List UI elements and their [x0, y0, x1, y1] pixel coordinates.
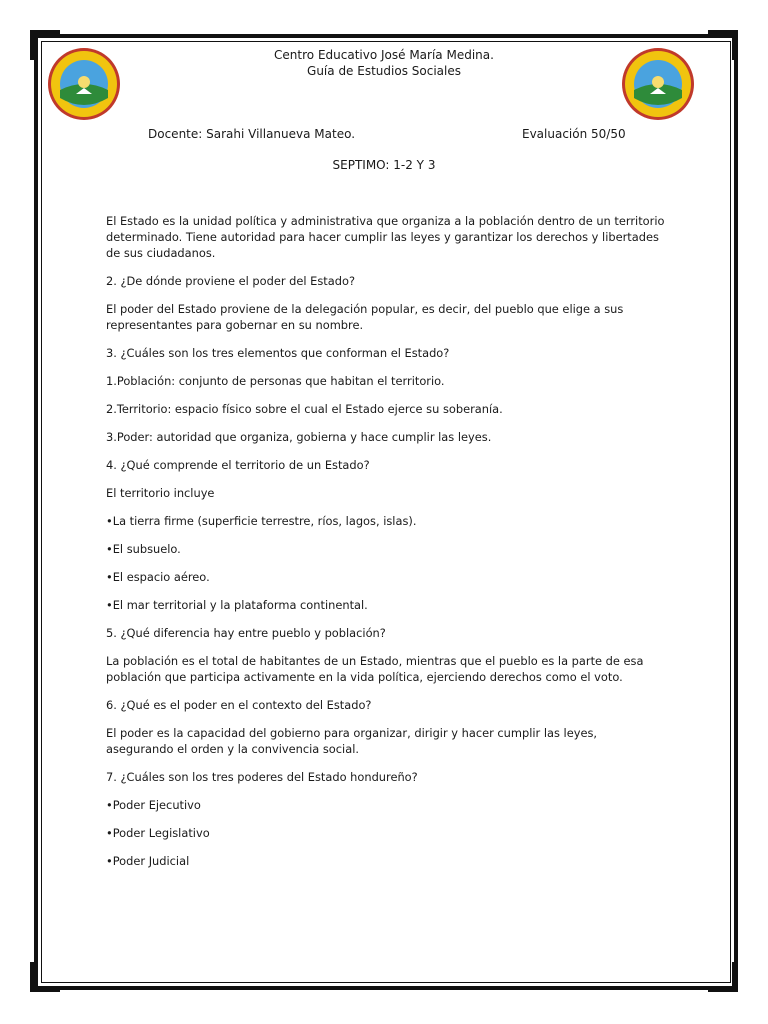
list-item: •El espacio aéreo. [106, 570, 210, 584]
paragraph: El territorio incluye [106, 486, 215, 500]
question: 4. ¿Qué comprende el territorio de un Estado? [106, 458, 370, 472]
school-name: Centro Educativo José María Medina. [274, 48, 494, 62]
school-seal-icon [620, 46, 696, 122]
list-item: •Poder Judicial [106, 854, 190, 868]
list-item: 1.Población: conjunto de personas que habitan el territorio. [106, 374, 445, 388]
list-item: 3.Poder: autoridad que organiza, gobierna y hace cumplir las leyes. [106, 430, 492, 444]
paragraph: El poder del Estado proviene de la delegación popular, es decir, del pueblo que elige a sus representantes para gobernar en su nombre. [106, 302, 624, 332]
document-subject: Guía de Estudios Sociales [307, 64, 461, 78]
list-item: •El subsuelo. [106, 542, 181, 556]
evaluation-label: Evaluación 50/50 [522, 127, 626, 141]
grade-label: SEPTIMO: 1-2 Y 3 [332, 158, 436, 172]
question: 3. ¿Cuáles son los tres elementos que conforman el Estado? [106, 346, 450, 360]
list-item: •La tierra firme (superficie terrestre, ríos, lagos, islas). [106, 514, 417, 528]
corner-bar-top-left-v [30, 30, 36, 60]
corner-bar-bottom-right-v [732, 962, 738, 992]
corner-bar-bottom-left-v [30, 962, 36, 992]
question: 7. ¿Cuáles son los tres poderes del Estado hondureño? [106, 770, 418, 784]
question: 5. ¿Qué diferencia hay entre pueblo y población? [106, 626, 386, 640]
question: 2. ¿De dónde proviene el poder del Estado? [106, 274, 355, 288]
teacher-name: Docente: Sarahi Villanueva Mateo. [148, 127, 356, 141]
paragraph: La población es el total de habitantes de un Estado, mientras que el pueblo es la parte de esa población que participa activamente en la vida política, ejerciendo derechos como el voto. [106, 654, 644, 684]
paragraph: El Estado es la unidad política y administrativa que organiza a la población dentro de un territorio determinado. Tiene autoridad para hacer cumplir las leyes y garantizar los derechos y libertades de sus ciudadanos. [106, 214, 665, 260]
paragraph: El poder es la capacidad del gobierno para organizar, dirigir y hacer cumplir las leyes, asegurando el orden y la convivencia social. [106, 726, 598, 756]
list-item: 2.Territorio: espacio físico sobre el cual el Estado ejerce su soberanía. [106, 402, 503, 416]
list-item: •Poder Legislativo [106, 826, 210, 840]
list-item: •El mar territorial y la plataforma continental. [106, 598, 368, 612]
corner-bar-top-right-v [732, 30, 738, 60]
question: 6. ¿Qué es el poder en el contexto del Estado? [106, 698, 372, 712]
list-item: •Poder Ejecutivo [106, 798, 201, 812]
study-guide-content [106, 213, 666, 881]
school-seal-icon [46, 46, 122, 122]
